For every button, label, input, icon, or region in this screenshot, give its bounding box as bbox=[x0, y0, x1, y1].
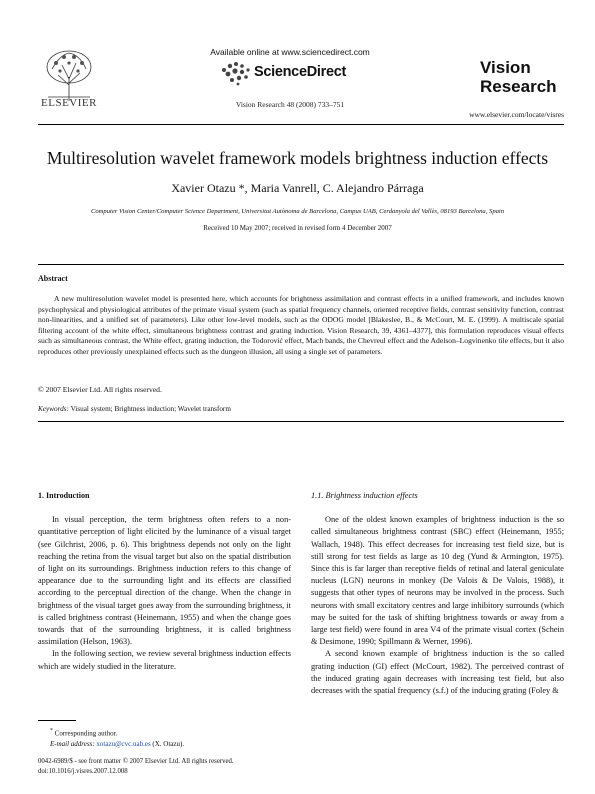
footnote-rule bbox=[38, 720, 76, 721]
intro-paragraph-1: In visual perception, the term brightness often refers to a non-quantitative perception of light elicited by the luminance of a visual target (see Gilchrist, 2006, p. 6). This brightness depends not only on the light reaching the retina from the visual target but also on the spatial distribution of light on its surroundings. Brightness induction refers to this change of appearance due to the surrounding light and its effects are classified according to the perceptual direction of the change. When the change in brightness of the visual target goes away from the surrounding brightness, it is called brightness contrast (Heinemann, 1955) and when the change goes towards that of the surrounding brightness, it is called brightness assimilation (Helson, 1963). bbox=[38, 515, 291, 647]
copyright-notice: © 2007 Elsevier Ltd. All rights reserved. bbox=[38, 385, 162, 394]
footer-info bbox=[38, 757, 234, 777]
available-online-text[interactable]: Available online at www.sciencedirect.com bbox=[210, 47, 370, 57]
abstract-heading: Abstract bbox=[38, 274, 68, 283]
author-affiliation: Computer Vision Center/Computer Science Department, Universitat Autònoma de Barcelona, Campus UAB, Cerdanyola del Vallès, 08193 Barcelona, Spain bbox=[90, 208, 505, 215]
body-column-left bbox=[38, 490, 291, 673]
abstract-text: A new multiresolution wavelet model is presented here, which accounts for brightness assimilation and contrast effects in a unified framework, and includes known psychophysical and physiological attributes of the primate visual system (such as spatial frequency channels, oriented receptive fields, contrast sensitivity function, contrast non-linearities, and a unified set of parameters). Like other low-level models, such as the ODOG model [Blakeslee, B., & McCourt, M. E. (1999). A multiscale spatial filtering account of the white effect, simultaneous brightness contrast and grating induction. Vision Research, 39, 4361–4377], this formulation reproduces visual effects such as simultaneous contrast, the White effect, grating induction, the Todorović effect, Mach bands, the Chevreul effect and the Adelson–Logvinenko tile effects, but it also reproduces other previously unexplained effects such as the dungeon illusion, all using a single set of parameters. bbox=[38, 294, 564, 356]
email-label: E-mail address: bbox=[50, 740, 95, 749]
author-email-link[interactable]: xotazu@cvc.uab.es bbox=[96, 740, 151, 749]
body-column-right bbox=[311, 490, 564, 697]
sciencedirect-brand: ScienceDirect bbox=[254, 64, 347, 80]
journal-citation: Vision Research 48 (2008) 733–751 bbox=[235, 100, 345, 109]
received-dates: Received 10 May 2007; received in revised form 4 December 2007 bbox=[203, 224, 392, 232]
section-heading: 1. Introduction bbox=[38, 491, 90, 500]
subsection-heading: 1.1. Brightness induction effects bbox=[311, 491, 418, 500]
email-owner: (X. Otazu). bbox=[152, 740, 185, 749]
article-title: Multiresolution wavelet framework models brightness induction effects bbox=[46, 148, 549, 168]
abstract-top-rule bbox=[38, 264, 564, 265]
journal-logo-line1: Vision bbox=[480, 58, 531, 77]
keywords-list: Visual system; Brightness induction; Wavelet transform bbox=[70, 405, 231, 413]
journal-logo bbox=[480, 58, 557, 96]
keywords-label: Keywords: bbox=[38, 405, 69, 413]
corresponding-author-note: Corresponding author. bbox=[54, 729, 118, 738]
subsection-paragraph-2: A second known example of brightness induction is the so called grating induction (GI) effect (McCourt, 1982). The perceived contrast of the induced grating again decreases with increasing test field, but also decreases with the spatial frequency (s.f.) of the inducing grating (Foley & bbox=[311, 649, 564, 696]
header-rule bbox=[38, 124, 564, 125]
doi-line[interactable]: doi:10.1016/j.visres.2007.12.008 bbox=[38, 768, 128, 775]
intro-paragraph-2: In the following section, we review several brightness induction effects which are widely studied in the literature. bbox=[38, 649, 291, 671]
journal-logo-line2: Research bbox=[480, 77, 557, 96]
abstract-bottom-rule bbox=[38, 421, 564, 422]
footnote bbox=[50, 726, 184, 750]
footnote-marker: * bbox=[50, 728, 53, 734]
subsection-paragraph-1: One of the oldest known examples of brightness induction is the so called simultaneous brightness contrast (SBC) effect (Heinemann, 1955; Wallach, 1948). This effect decreases for increasing test field size, but is still strong for test fields as large as 10 deg (Yund & Armington, 1975). Since this is far larger than receptive fields of retinal and lateral geniculate nucleus (LGN) neurons in monkey (De Valois & De Valois, 1988), it suggests that other types of neurons may be involved in the process. Such neurons with small excitatory centres and large inhibitory surrounds (which may be suited for the task of shifting brightness towards or away from a large test field) were found in area V4 of the primate visual cortex (Schein & Desimone, 1990; Spillmann & Werner, 1996). bbox=[311, 515, 564, 647]
keywords-line bbox=[38, 405, 231, 413]
journal-url-link[interactable]: www.elsevier.com/locate/visres bbox=[469, 110, 564, 119]
article-authors: Xavier Otazu *, Maria Vanrell, C. Alejandro Párraga bbox=[171, 181, 424, 195]
abstract-body bbox=[38, 294, 564, 357]
issn-line: 0042-6989/$ - see front matter © 2007 Elsevier Ltd. All rights reserved. bbox=[38, 758, 234, 765]
publisher-brand: ELSEVIER bbox=[41, 97, 97, 109]
